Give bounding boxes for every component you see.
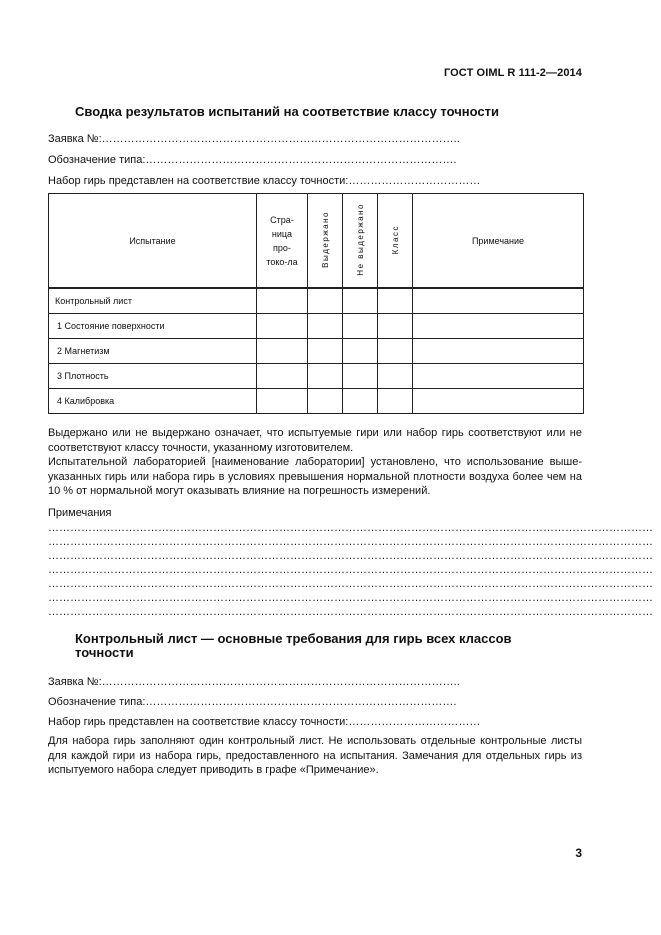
row-label: 3 Плотность xyxy=(49,364,257,389)
table-row xyxy=(49,339,584,364)
paragraph-checklist-instructions: Для набора гирь заполняют один контрольный лист. Не использовать отдельные контрольные листы для каждой гири из набора гирь, предоставленного на испытания. Замечания для отдельных гирь из испытуемого набора следует приводить в графе «Примечание». xyxy=(48,735,582,776)
table-row xyxy=(49,288,584,314)
row-label: 1 Состояние поверхности xyxy=(49,314,257,339)
row-label: 4 Калибровка xyxy=(49,389,257,414)
row-label: Контрольный лист xyxy=(49,288,257,314)
section2-title: Контрольный лист — основные требования для гирь всех классов точности xyxy=(75,631,512,660)
page-number: 3 xyxy=(575,846,582,860)
note-line: ………………………………………………………………………………………………………………………………………………… xyxy=(48,606,653,618)
paragraph-passed-explanation: Выдержано или не выдержано означает, что испытуемые гири или набор гирь соответствуют или не соответствуют классу точности, указанному изготовителем. xyxy=(48,427,582,454)
application-line: Заявка №:…………………………………………………………………………………….. xyxy=(48,133,460,145)
paragraph-lab-statement: Испытательной лабораторией [наименование лаборатории] установлено, что использование выше-указанных гирь или набора гирь в условиях превышения нормальной плотности воздуха более чем на 10 % от нормальной могут оказывать влияние на погрешность измерений. xyxy=(48,456,582,497)
row-label: 2 Магнетизм xyxy=(49,339,257,364)
table-row xyxy=(49,314,584,339)
table-header-row xyxy=(49,194,584,289)
header-failed: Не выдержано xyxy=(343,194,378,289)
table-row xyxy=(49,364,584,389)
header-class: Класс xyxy=(378,194,413,289)
note-line: ………………………………………………………………………………………………………………………………………………… xyxy=(48,592,653,604)
note-line: ………………………………………………………………………………………………………………………………………………… xyxy=(48,564,653,576)
note-line: ………………………………………………………………………………………………………………………………………………… xyxy=(48,522,653,534)
application-line-2: Заявка №:…………………………………………………………………………………….. xyxy=(48,676,460,688)
table-row xyxy=(49,389,584,414)
class-line: Набор гирь представлен на соответствие классу точности:……………………………… xyxy=(48,175,481,187)
type-line-2: Обозначение типа:…………………………………………………………………………. xyxy=(48,696,457,708)
header-page: Стра- ница про- токо-ла xyxy=(257,194,308,289)
standard-header: ГОСТ OIML R 111-2—2014 xyxy=(443,67,582,79)
section1-title: Сводка результатов испытаний на соответствие классу точности xyxy=(75,104,499,119)
header-test: Испытание xyxy=(49,194,257,289)
header-passed: Выдержано xyxy=(308,194,343,289)
header-remark: Примечание xyxy=(413,194,584,289)
results-table xyxy=(48,193,584,414)
note-line: ………………………………………………………………………………………………………………………………………………… xyxy=(48,536,653,548)
notes-label: Примечания xyxy=(48,507,112,519)
class-line-2: Набор гирь представлен на соответствие классу точности:……………………………… xyxy=(48,716,481,728)
type-line: Обозначение типа:…………………………………………………………………………. xyxy=(48,154,457,166)
note-line: ………………………………………………………………………………………………………………………………………………… xyxy=(48,578,653,590)
note-line: ………………………………………………………………………………………………………………………………………………… xyxy=(48,550,653,562)
